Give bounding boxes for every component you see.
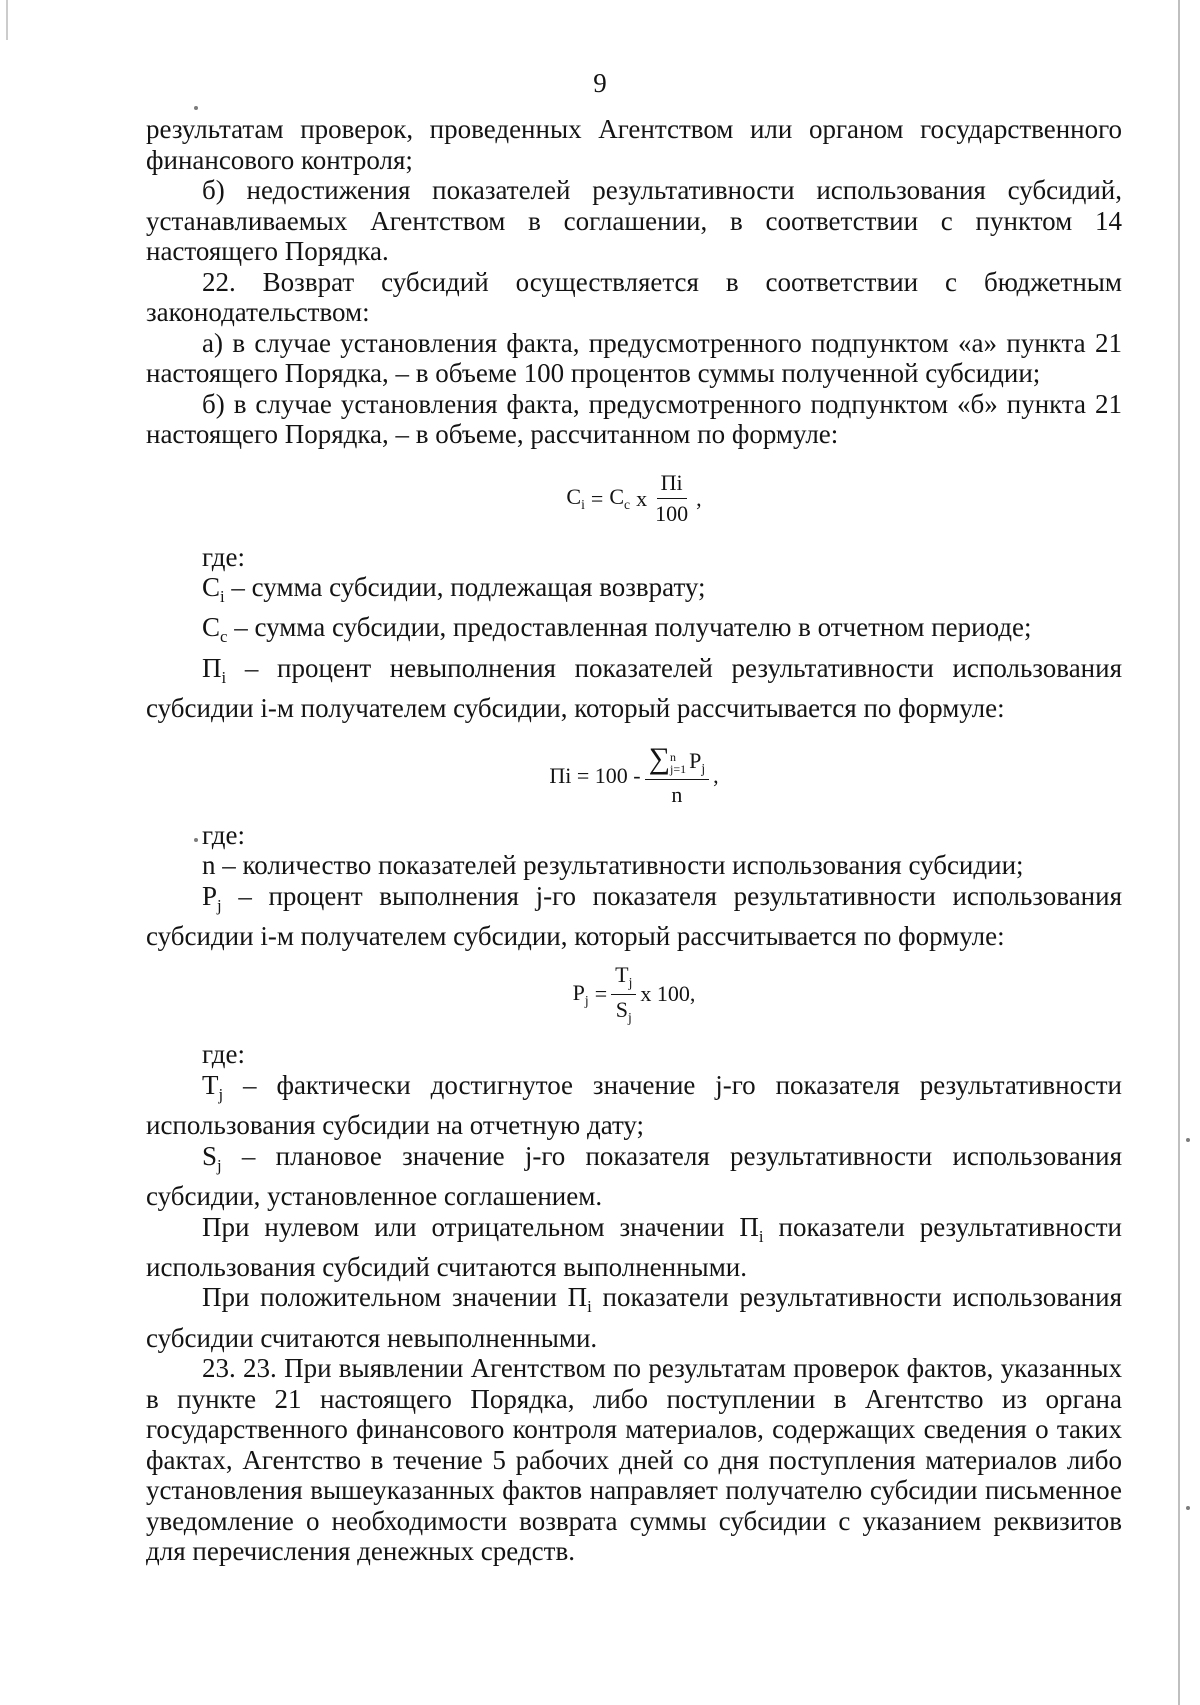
- formula-ci-fraction: [651, 472, 692, 525]
- scan-edge-left: [6, 0, 8, 40]
- formula-pj-numerator: $T_j$: [611, 964, 636, 994]
- definition-pi: $П_i$ – процент невыполнения показателей результативности использования субсидии i-м получателем субсидии, который рассчитывается по формуле:: [146, 652, 1122, 724]
- page-number: 9: [593, 68, 607, 98]
- where-label: где:: [202, 1039, 245, 1070]
- formula-pj-tail: ,: [689, 981, 696, 1007]
- formula-pj-lhs: $P_j$: [572, 979, 589, 1008]
- sum-symbol: ∑: [648, 741, 670, 775]
- formula-pi: [146, 732, 1122, 820]
- where-label: где:: [202, 541, 245, 572]
- formula-ci-denominator: 100: [655, 501, 689, 526]
- paragraph-continuation: результатам проверок, проведенных Агентством или органом государственного финансового контроля;: [146, 114, 1122, 175]
- formula-pj: [146, 955, 1122, 1033]
- document-body: [146, 114, 1122, 1567]
- paragraph-22-a: а) в случае установления факта, предусмотренного подпунктом «а» пункта 21 настоящего Порядка, – в объеме 100 процентов суммы полученной субсидии;: [146, 327, 1122, 388]
- formula-pj-fraction: [611, 964, 636, 1024]
- formula-pj-op: x 100: [640, 981, 690, 1007]
- formula-ci-eq: =: [590, 485, 604, 511]
- paragraph-22: 22. Возврат субсидий осуществляется в соответствии с бюджетным законодательством:: [146, 266, 1122, 327]
- formula-ci-tail: ,: [696, 485, 702, 511]
- sum-limits: n j=1: [669, 749, 687, 776]
- scan-speck: [194, 106, 198, 110]
- paragraph-item-b: б) недостижения показателей результативности использования субсидий, устанавливаемых Агентством в соглашении, в соответствии с пунктом 14 настоящего Порядка.: [146, 175, 1122, 266]
- formula-ci: [146, 462, 1122, 536]
- definition-n: n – количество показателей результативности использования субсидии;: [202, 850, 1024, 881]
- definition-cc: $C_c$ – сумма субсидии, предоставленная получателю в отчетном периоде;: [202, 612, 1032, 647]
- definition-sj: $S_j$ – плановое значение j-го показателя результативности использования субсидии, установленное соглашением.: [146, 1140, 1122, 1212]
- formula-pj-eq: =: [594, 981, 608, 1007]
- scan-edge-right: [1178, 0, 1180, 1705]
- formula-pj-denominator: $S_j$: [615, 996, 632, 1025]
- paragraph-22-b: б) в случае установления факта, предусмотренного подпунктом «б» пункта 21 настоящего Порядка, – в объеме, рассчитанном по формуле:: [146, 388, 1122, 449]
- formula-ci-term: $C_c$: [609, 483, 631, 512]
- paragraph-23: 23. 23. При выявлении Агентством по результатам проверок фактов, указанных в пункте 21 настоящего Порядка, либо поступлении в Агентство из органа государственного финансового контроля материалов, содержащих сведения о таких фактах, Агентство в течение 5 рабочих дней со дня поступления материалов либо установления вышеуказанных фактов направляет получателю субсидии письменное уведомление о необходимости возврата суммы субсидии с указанием реквизитов для перечисления денежных средств.: [146, 1353, 1122, 1567]
- formula-pi-denominator: n: [671, 782, 683, 808]
- where-label: где:: [202, 819, 245, 850]
- scan-speck: [1186, 1138, 1190, 1142]
- formula-pi-tail: ,: [713, 762, 719, 788]
- formula-pi-lhs: Пi = 100 -: [549, 762, 641, 788]
- formula-ci-lhs: $C_i$: [566, 483, 585, 512]
- definition-pj: $P_j$ – процент выполнения j-го показателя результативности использования субсидии i-м получателем субсидии, который рассчитывается по формуле:: [146, 880, 1122, 951]
- formula-ci-op: x: [636, 485, 648, 511]
- definition-tj: $T_j$ – фактически достигнутое значение j-го показателя результативности использования субсидии на отчетную дату;: [146, 1069, 1122, 1141]
- paragraph-zero-value: При нулевом или отрицательном значении $П_i$ показатели результативности использования субсидий считаются выполненными.: [146, 1211, 1122, 1282]
- formula-pi-fraction: [645, 741, 710, 808]
- formula-pi-numerator: ∑ n j=1 $P_j$: [645, 745, 710, 780]
- scan-speck: [1186, 1506, 1190, 1510]
- definition-ci: $C_i$ – сумма субсидии, подлежащая возврату;: [202, 572, 706, 606]
- formula-ci-numerator: Пi: [657, 472, 687, 499]
- paragraph-positive-value: При положительном значении $П_i$ показатели результативности использования субсидии считаются невыполненными.: [146, 1282, 1122, 1353]
